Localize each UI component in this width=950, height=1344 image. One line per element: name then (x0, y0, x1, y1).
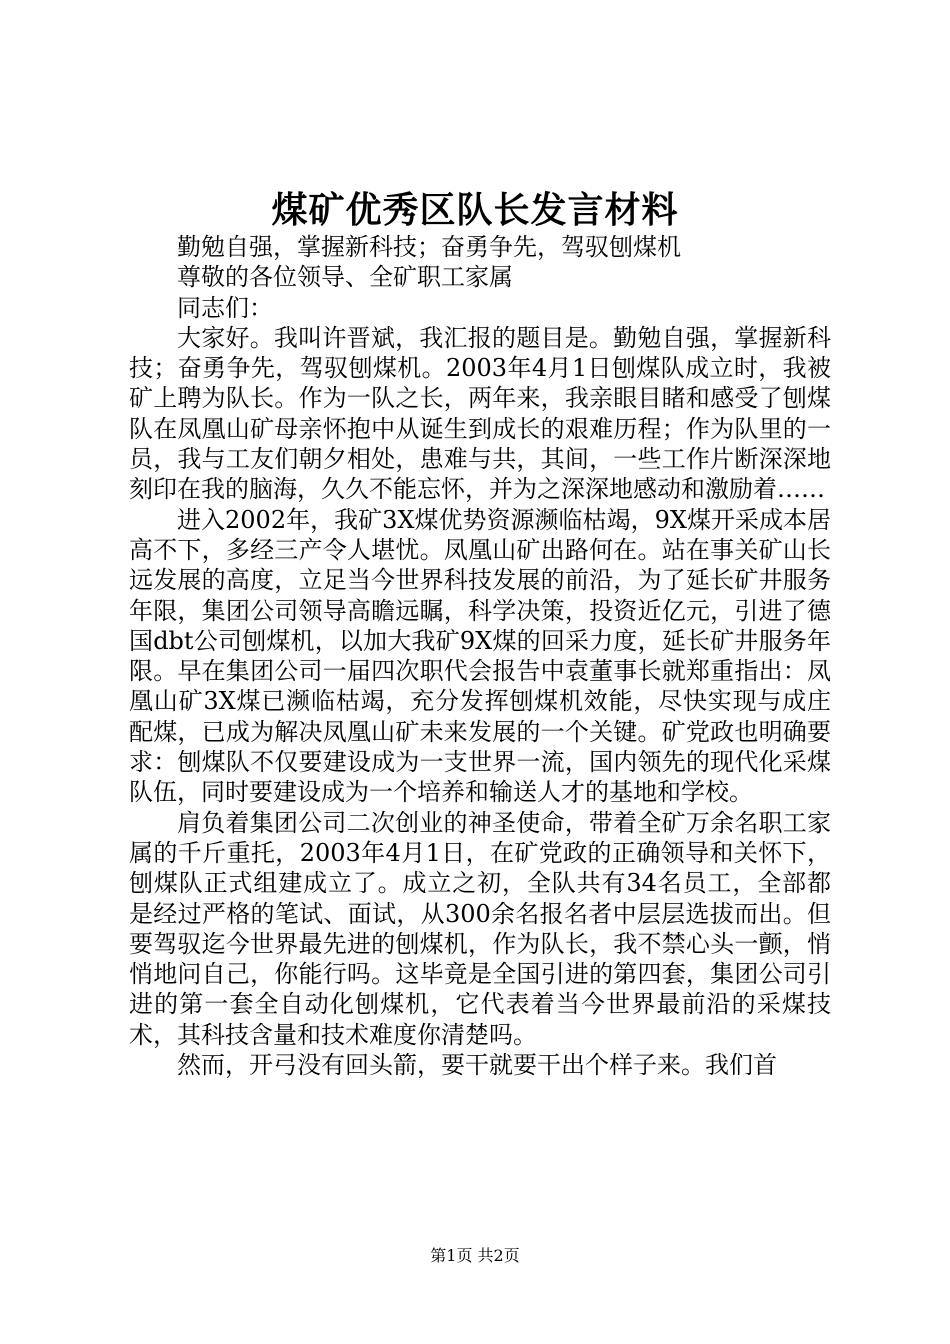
subtitle-paragraph: 勤勉自强，掌握新科技；奋勇争先，驾驭刨煤机 (177, 233, 681, 261)
body-paragraph: 进入2002年，我矿3X煤优势资源濒临枯竭，9X煤开采成本居高不下，多经三产令人堪忧。凤凰山矿出路何在。站在事关矿山长远发展的高度，立足当今世界科技发展的前沿，为了延长矿井服务年限，集团公司领导高瞻远瞩，科学决策，投资近亿元，引进了德国dbt公司刨煤机，以加大我矿9X煤的回采力度，延长矿井服务年限。早在集团公司一届四次职代会报告中袁董事长就郑重指出：凤凰山矿3X煤已濒临枯竭，充分发挥刨煤机效能，尽快实现与成庄配煤，已成为解决凤凰山矿未来发展的一个关键。矿党政也明确要求：刨煤队不仅要建设成为一支世界一流，国内领先的现代化采煤队伍，同时要建设成为一个培养和输送人才的基地和学校。 (129, 505, 831, 807)
document-title: 煤矿优秀区队长发言材料 (271, 189, 679, 231)
body-paragraph: 大家好。我叫许晋斌，我汇报的题目是。勤勉自强，掌握新科技；奋勇争先，驾驭刨煤机。2003年4月1日刨煤队成立时，我被矿上聘为队长。作为一队之长，两年来，我亲眼目睹和感受了刨煤队在凤凰山矿母亲怀抱中从诞生到成长的艰难历程；作为队里的一员，我与工友们朝夕相处，患难与共，其间，一些工作片断深深地刻印在我的脑海，久久不能忘怀，并为之深深地感动和激励着…… (129, 323, 831, 504)
greeting-paragraph: 同志们： (177, 293, 273, 322)
salutation-paragraph: 尊敬的各位领导、全矿职工家属 (177, 263, 513, 292)
document-body (129, 232, 831, 1080)
body-paragraph: 肩负着集团公司二次创业的神圣使命，带着全矿万余名职工家属的千斤重托，2003年4月1日，在矿党政的正确领导和关怀下，刨煤队正式组建成立了。成立之初，全队共有34名员工，全部都是经过严格的笔试、面试，从300余名报名者中层层选拔而出。但要驾驭迄今世界最先进的刨煤机，作为队长，我不禁心头一颤，悄悄地问自己，你能行吗。这毕竟是全国引进的第四套，集团公司引进的第一套全自动化刨煤机，它代表着当今世界最前沿的采煤技术，其科技含量和技术难度你清楚吗。 (129, 808, 831, 1049)
page-number-footer: 第1页 共2页 (430, 1246, 520, 1265)
body-paragraph: 然而，开弓没有回头箭，要干就要干出个样子来。我们首 (177, 1051, 777, 1080)
